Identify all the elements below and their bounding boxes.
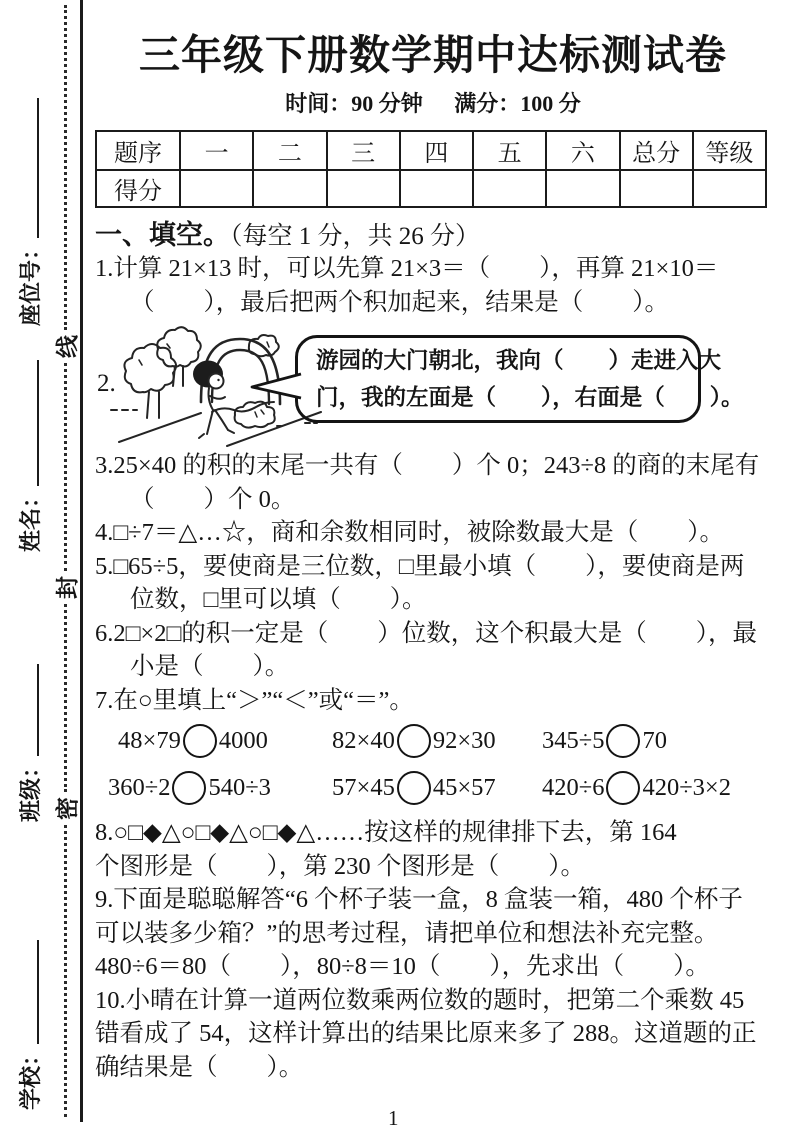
question-8-line: 个图形是（ ），第 230 个图形是（ ）。 xyxy=(95,852,585,880)
question-5 xyxy=(95,550,771,617)
comparison-right: 4000 xyxy=(218,726,268,754)
page-number: 1 xyxy=(388,1106,399,1130)
comparison-circle xyxy=(397,724,431,758)
tree-icon xyxy=(124,344,176,392)
score-table xyxy=(95,130,767,208)
score-empty-cell xyxy=(253,170,326,207)
seal-char-xian: 线 xyxy=(54,335,80,358)
exam-time: 时间：90 分钟 xyxy=(285,91,423,116)
name-label: 姓名： xyxy=(17,485,43,552)
question-9-line: 可以装多少箱？”的思考过程，请把单位和想法补充完整。 xyxy=(95,919,719,947)
comparison-item xyxy=(108,764,271,811)
question-3-line: （ ）个 0。 xyxy=(130,485,296,513)
school-blank-line xyxy=(19,940,39,1044)
question-7-comparisons-row-1 xyxy=(95,717,771,764)
question-10 xyxy=(95,984,771,1085)
question-7 xyxy=(95,684,771,718)
seat-number-blank-line xyxy=(19,98,39,238)
class-blank-line xyxy=(19,664,39,756)
class-label: 班级： xyxy=(17,755,43,822)
comparison-circle xyxy=(172,771,206,805)
score-header-cell: 四 xyxy=(400,131,473,170)
comparison-circle xyxy=(606,724,640,758)
school-label: 学校： xyxy=(17,1043,43,1110)
question-1-line: 1.计算 21×13 时，可以先算 21×3＝（ ），再算 21×10＝ xyxy=(95,255,719,282)
question-3 xyxy=(95,449,771,516)
comparison-right: 420÷3×2 xyxy=(642,773,731,801)
seal-char-feng: 封 xyxy=(54,576,80,599)
comparison-right: 45×57 xyxy=(432,773,496,801)
score-empty-cell xyxy=(327,170,400,207)
question-10-line: 10.小晴在计算一道两位数乘两位数的题时，把第二个乘数 45 xyxy=(95,986,745,1014)
question-5-line: 5.□65÷5，要使商是三位数，□里最小填（ ），要使商是两 xyxy=(95,552,745,580)
question-7-comparisons-row-2 xyxy=(95,764,771,811)
question-8-line: 8.○□◆△○□◆△○□◆△……按这样的规律排下去，第 164 xyxy=(95,819,677,846)
score-header-cell: 一 xyxy=(180,131,253,170)
comparison-item xyxy=(332,764,496,811)
question-6-line: 6.2□×2□的积一定是（ ）位数，这个积最大是（ ），最 xyxy=(95,619,758,647)
question-4 xyxy=(95,516,771,550)
comparison-left: 345÷5 xyxy=(542,726,605,754)
seal-dotted-segment xyxy=(64,825,67,1117)
speech-bubble-line: 游园的大门朝北，我向（ ）走进入大 xyxy=(316,348,722,373)
score-header-cell: 二 xyxy=(253,131,326,170)
comparison-circle xyxy=(183,724,217,758)
question-10-line: 确结果是（ ）。 xyxy=(95,1053,304,1081)
score-empty-cell xyxy=(473,170,546,207)
comparison-right: 540÷3 xyxy=(208,773,271,801)
comparison-left: 360÷2 xyxy=(108,773,171,801)
child-face xyxy=(209,374,224,389)
question-9-line: 480÷6＝80（ ），80÷8＝10（ ），先求出（ ）。 xyxy=(95,953,710,980)
comparison-right: 92×30 xyxy=(432,726,496,754)
seal-char-mi: 密 xyxy=(54,797,80,820)
section-1-title: 一、填空。 xyxy=(95,220,230,250)
student-info-fields xyxy=(6,0,52,1122)
comparison-left: 48×79 xyxy=(118,726,181,754)
score-row-label: 得分 xyxy=(96,170,180,207)
seal-line xyxy=(50,0,80,1122)
question-10-line: 错看成了 54，这样计算出的结果比原来多了 288。这道题的正 xyxy=(95,1020,757,1047)
name-blank-line xyxy=(19,360,39,486)
bush-icon xyxy=(235,402,275,428)
page-title: 三年级下册数学期中达标测试卷 xyxy=(139,32,727,78)
question-3-line: 3.25×40 的积的末尾一共有（ ）个 0；243÷8 的商的末尾有 xyxy=(95,452,760,479)
section-1-heading xyxy=(95,220,771,252)
question-1 xyxy=(95,252,771,319)
score-header-cell: 六 xyxy=(546,131,619,170)
question-6 xyxy=(95,617,771,684)
comparison-left: 420÷6 xyxy=(542,773,605,801)
score-header-cell: 总分 xyxy=(620,131,693,170)
score-header-cell: 题序 xyxy=(96,131,180,170)
seat-number-label: 座位号： xyxy=(17,237,43,326)
question-7-line: 7.在○里填上“＞”“＜”或“＝”。 xyxy=(95,686,414,714)
question-2 xyxy=(95,322,771,449)
seal-dotted-segment xyxy=(64,5,67,330)
score-header-cell: 三 xyxy=(327,131,400,170)
score-empty-cell xyxy=(620,170,693,207)
question-8 xyxy=(95,816,771,883)
question-6-line: 小是（ ）。 xyxy=(130,653,290,680)
score-header-cell: 五 xyxy=(473,131,546,170)
score-header-row xyxy=(96,131,766,170)
section-1-points-note: （每空 1 分，共 26 分） xyxy=(230,223,481,250)
question-9 xyxy=(95,883,771,984)
exam-full-score: 满分：100 分 xyxy=(454,91,581,116)
seal-dotted-segment xyxy=(64,363,67,571)
comparison-circle xyxy=(606,771,640,805)
score-value-row xyxy=(96,170,766,207)
score-empty-cell xyxy=(180,170,253,207)
score-empty-cell xyxy=(400,170,473,207)
speech-bubble-line: 门，我的左面是（ ），右面是（ ）。 xyxy=(316,385,744,410)
speech-bubble-tail xyxy=(250,372,302,400)
comparison-left: 57×45 xyxy=(332,773,395,801)
comparison-left: 82×40 xyxy=(332,726,395,754)
score-header-cell: 等级 xyxy=(693,131,766,170)
page-fold-border xyxy=(80,0,83,1122)
question-4-line: 4.□÷7＝△…☆，商和余数相同时，被除数最大是（ ）。 xyxy=(95,519,724,546)
comparison-circle xyxy=(397,771,431,805)
comparison-right: 70 xyxy=(642,726,667,754)
comparison-item xyxy=(542,764,731,811)
question-1-line: （ ），最后把两个积加起来，结果是（ ）。 xyxy=(130,288,669,316)
score-empty-cell xyxy=(693,170,766,207)
exam-page xyxy=(95,0,771,1084)
question-2-number: 2. xyxy=(97,370,116,397)
question-9-line: 9.下面是聪聪解答“6 个杯子装一盒，8 盒装一箱，480 个杯子 xyxy=(95,886,743,913)
score-empty-cell xyxy=(546,170,619,207)
comparison-item xyxy=(118,717,268,764)
seal-dotted-segment xyxy=(64,604,67,792)
question-5-line: 位数，□里可以填（ ）。 xyxy=(130,586,427,613)
speech-bubble xyxy=(295,335,744,423)
comparison-item xyxy=(542,717,667,764)
exam-meta xyxy=(95,90,771,118)
comparison-item xyxy=(332,717,496,764)
